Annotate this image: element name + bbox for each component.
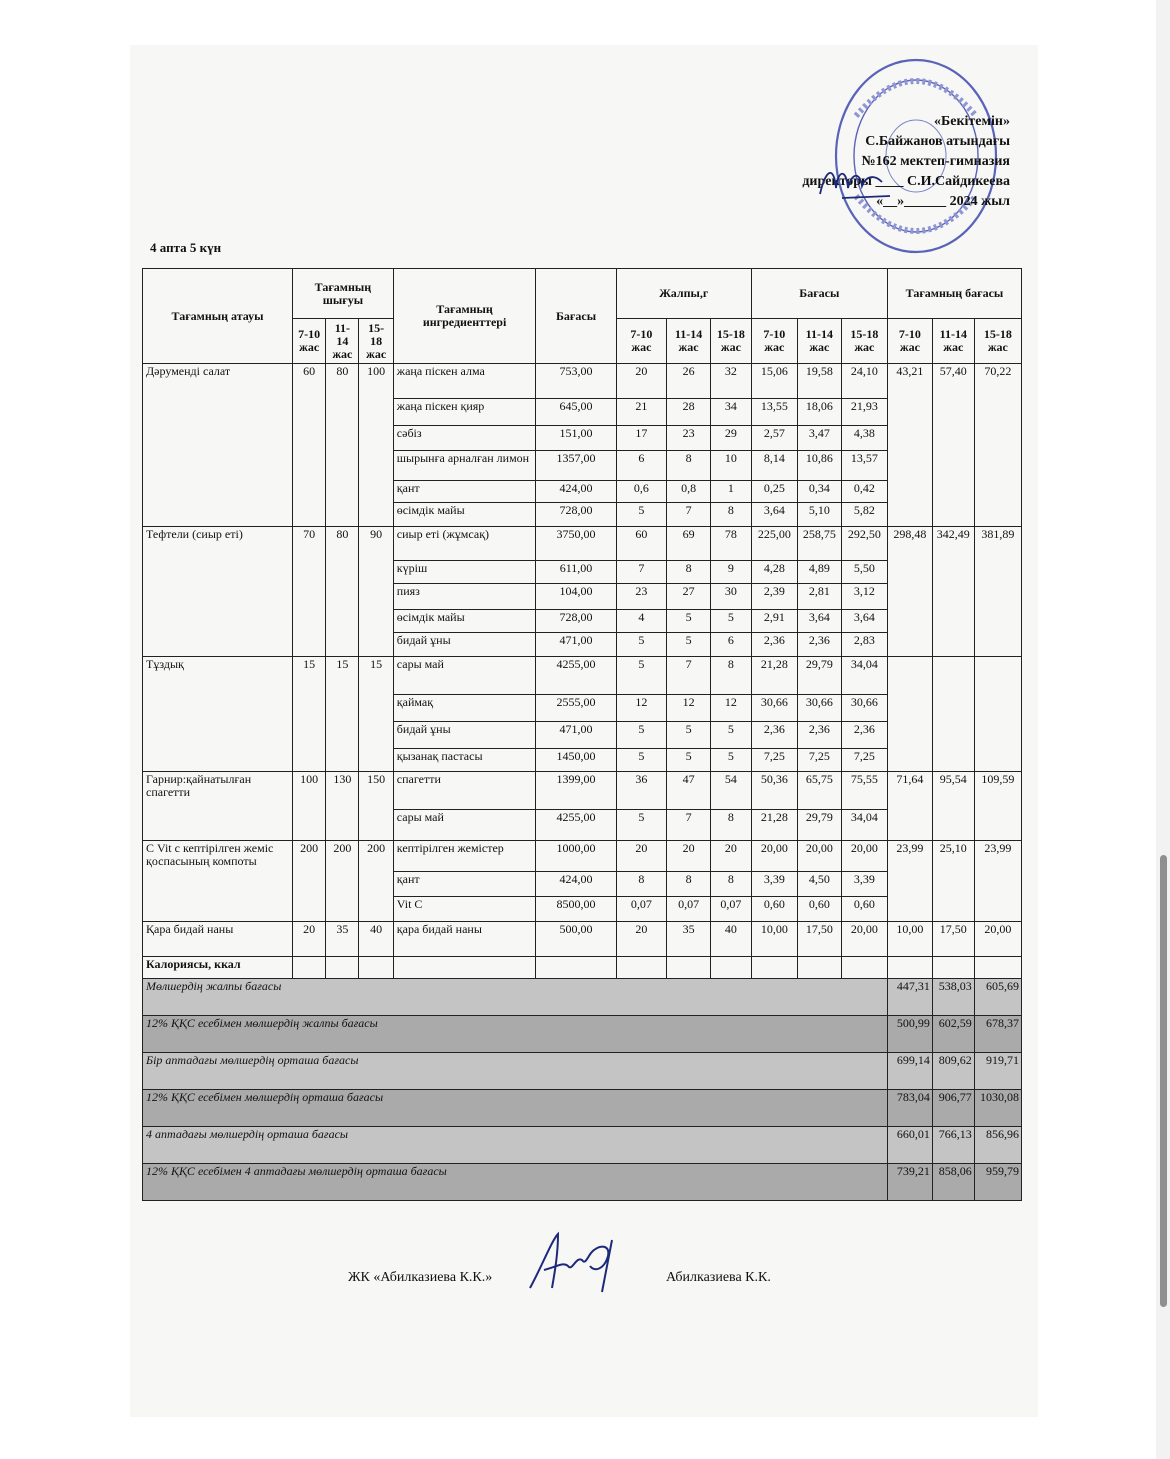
gross-weight: 5 <box>616 810 666 841</box>
ingredient-cost: 5,50 <box>841 561 887 584</box>
yield-value: 70 <box>293 527 326 657</box>
gross-weight: 5 <box>667 749 711 772</box>
gross-weight: 8 <box>711 810 752 841</box>
ingredient-name: жаңа піскен қияр <box>393 399 536 426</box>
ingredient-cost: 7,25 <box>841 749 887 772</box>
dish-price: 17,50 <box>932 922 974 957</box>
gross-weight: 0,6 <box>616 481 666 503</box>
ingredient-cost: 2,91 <box>751 610 797 633</box>
ingredient-cost: 7,25 <box>797 749 841 772</box>
ingredient-name: өсімдік майы <box>393 610 536 633</box>
header-yield: Тағамның шығуы <box>293 269 394 319</box>
summary-value: 447,31 <box>887 979 932 1016</box>
summary-value: 605,69 <box>974 979 1021 1016</box>
summary-row <box>143 979 1022 1016</box>
ingredient-cost: 3,47 <box>797 426 841 451</box>
gross-weight: 8 <box>667 561 711 584</box>
ingredient-name: күріш <box>393 561 536 584</box>
ingredient-cost: 17,50 <box>797 922 841 957</box>
ingredient-row <box>143 922 1022 957</box>
summary-row <box>143 1164 1022 1201</box>
ingredient-price: 104,00 <box>536 584 616 610</box>
gross-weight: 23 <box>616 584 666 610</box>
header-age-7-10: 7-10 жас <box>887 319 932 364</box>
yield-value: 15 <box>293 657 326 772</box>
ingredient-cost: 2,39 <box>751 584 797 610</box>
gross-weight: 9 <box>711 561 752 584</box>
approval-line-2: №162 мектеп-гимназия <box>861 154 1010 169</box>
gross-weight: 12 <box>616 695 666 722</box>
gross-weight: 32 <box>711 364 752 399</box>
approval-title: «Бекітемін» <box>933 114 1010 129</box>
ingredient-cost: 3,64 <box>841 610 887 633</box>
summary-label: 12% ҚҚС есебімен мөлшердің орташа бағасы <box>143 1090 888 1127</box>
ingredient-row <box>143 364 1022 399</box>
ingredient-price: 471,00 <box>536 633 616 657</box>
footer-signatory: Абилказиева К.К. <box>666 1270 771 1285</box>
gross-weight: 20 <box>616 841 666 872</box>
calories-row <box>143 957 1022 979</box>
yield-value: 200 <box>293 841 326 922</box>
dish-name: Тұздық <box>143 657 293 772</box>
ingredient-cost: 4,38 <box>841 426 887 451</box>
header-dish-name: Тағамның атауы <box>143 269 293 364</box>
scrollbar-thumb[interactable] <box>1160 855 1167 1307</box>
ingredient-price: 1357,00 <box>536 451 616 481</box>
ingredient-cost: 10,86 <box>797 451 841 481</box>
ingredient-cost: 30,66 <box>797 695 841 722</box>
ingredient-price: 3750,00 <box>536 527 616 561</box>
summary-label: Бір аптадағы мөлшердің орташа бағасы <box>143 1053 888 1090</box>
ingredient-name: жаңа піскен алма <box>393 364 536 399</box>
gross-weight: 5 <box>616 633 666 657</box>
ingredient-cost: 30,66 <box>751 695 797 722</box>
ingredient-row <box>143 841 1022 872</box>
ingredient-cost: 18,06 <box>797 399 841 426</box>
ingredient-cost: 292,50 <box>841 527 887 561</box>
yield-value: 15 <box>359 657 393 772</box>
ingredient-row <box>143 772 1022 810</box>
yield-value: 150 <box>359 772 393 841</box>
dish-price: 25,10 <box>932 841 974 922</box>
ingredient-cost: 21,93 <box>841 399 887 426</box>
gross-weight: 17 <box>616 426 666 451</box>
ingredient-name: Vit C <box>393 897 536 922</box>
ingredient-name: пияз <box>393 584 536 610</box>
header-cost: Бағасы <box>751 269 887 319</box>
ingredient-row <box>143 657 1022 695</box>
gross-weight: 20 <box>711 841 752 872</box>
summary-label: Мөлшердің жалпы бағасы <box>143 979 888 1016</box>
header-age-7-10: 7-10 жас <box>616 319 666 364</box>
header-age-7-10: 7-10 жас <box>751 319 797 364</box>
ingredient-price: 2555,00 <box>536 695 616 722</box>
header-ingredients: Тағамның ингредиенттері <box>393 269 536 364</box>
ingredient-cost: 258,75 <box>797 527 841 561</box>
gross-weight: 7 <box>667 657 711 695</box>
dish-name: Тефтели (сиыр еті) <box>143 527 293 657</box>
ingredient-name: спагетти <box>393 772 536 810</box>
summary-row <box>143 1053 1022 1090</box>
dish-price <box>887 657 932 772</box>
yield-value: 90 <box>359 527 393 657</box>
gross-weight: 54 <box>711 772 752 810</box>
gross-weight: 8 <box>711 872 752 897</box>
yield-value: 80 <box>326 364 359 527</box>
ingredient-name: кептірілген жемістер <box>393 841 536 872</box>
ingredient-cost: 4,50 <box>797 872 841 897</box>
dish-price: 71,64 <box>887 772 932 841</box>
ingredient-cost: 2,81 <box>797 584 841 610</box>
ingredient-name: сәбіз <box>393 426 536 451</box>
ingredient-cost: 2,36 <box>751 633 797 657</box>
ingredient-price: 1399,00 <box>536 772 616 810</box>
summary-value: 858,06 <box>932 1164 974 1201</box>
gross-weight: 21 <box>616 399 666 426</box>
dish-name: Дәруменді салат <box>143 364 293 527</box>
scrollbar-track[interactable] <box>1156 0 1170 1459</box>
ingredient-cost: 2,36 <box>797 633 841 657</box>
summary-value: 783,04 <box>887 1090 932 1127</box>
header-age-11-14: 11-14 жас <box>797 319 841 364</box>
gross-weight: 5 <box>616 722 666 749</box>
ingredient-name: сиыр еті (жұмсақ) <box>393 527 536 561</box>
ingredient-cost: 13,55 <box>751 399 797 426</box>
ingredient-cost: 2,57 <box>751 426 797 451</box>
dish-price: 43,21 <box>887 364 932 527</box>
ingredient-name: қант <box>393 481 536 503</box>
ingredient-cost: 0,60 <box>841 897 887 922</box>
gross-weight: 20 <box>616 922 666 957</box>
ingredient-cost: 0,60 <box>797 897 841 922</box>
yield-value: 40 <box>359 922 393 957</box>
yield-value: 60 <box>293 364 326 527</box>
ingredient-cost: 3,64 <box>751 503 797 527</box>
gross-weight: 10 <box>711 451 752 481</box>
ingredient-price: 8500,00 <box>536 897 616 922</box>
ingredient-price: 1450,00 <box>536 749 616 772</box>
ingredient-price: 753,00 <box>536 364 616 399</box>
ingredient-price: 424,00 <box>536 872 616 897</box>
summary-row <box>143 1016 1022 1053</box>
ingredient-cost: 5,82 <box>841 503 887 527</box>
entrepreneur-signature-icon <box>524 1226 634 1298</box>
dish-price <box>932 657 974 772</box>
ingredient-name: қара бидай наны <box>393 922 536 957</box>
gross-weight: 6 <box>616 451 666 481</box>
ingredient-name: бидай ұны <box>393 722 536 749</box>
gross-weight: 8 <box>711 657 752 695</box>
ingredient-cost: 2,36 <box>841 722 887 749</box>
gross-weight: 5 <box>616 657 666 695</box>
summary-value: 856,96 <box>974 1127 1021 1164</box>
summary-value: 699,14 <box>887 1053 932 1090</box>
gross-weight: 5 <box>616 749 666 772</box>
ingredient-cost: 50,36 <box>751 772 797 810</box>
dish-price: 109,59 <box>974 772 1021 841</box>
ingredient-cost: 75,55 <box>841 772 887 810</box>
summary-row <box>143 1127 1022 1164</box>
yield-value: 200 <box>326 841 359 922</box>
approval-line-1: С.Байжанов атындағы <box>865 134 1010 149</box>
ingredient-cost: 13,57 <box>841 451 887 481</box>
ingredient-name: бидай ұны <box>393 633 536 657</box>
summary-value: 602,59 <box>932 1016 974 1053</box>
ingredient-cost: 15,06 <box>751 364 797 399</box>
gross-weight: 34 <box>711 399 752 426</box>
ingredient-cost: 0,25 <box>751 481 797 503</box>
ingredient-price: 4255,00 <box>536 657 616 695</box>
calories-label: Калориясы, ккал <box>143 957 293 979</box>
ingredient-price: 645,00 <box>536 399 616 426</box>
ingredient-cost: 20,00 <box>751 841 797 872</box>
gross-weight: 29 <box>711 426 752 451</box>
dish-price: 381,89 <box>974 527 1021 657</box>
ingredient-price: 424,00 <box>536 481 616 503</box>
summary-value: 538,03 <box>932 979 974 1016</box>
dish-price: 95,54 <box>932 772 974 841</box>
gross-weight: 8 <box>667 451 711 481</box>
footer-company: ЖК «Абилказиева К.К.» <box>348 1270 493 1285</box>
summary-label: 12% ҚҚС есебімен 4 аптадағы мөлшердің орташа бағасы <box>143 1164 888 1201</box>
menu-table-body <box>143 364 1022 957</box>
yield-value: 20 <box>293 922 326 957</box>
ingredient-name: өсімдік майы <box>393 503 536 527</box>
gross-weight: 8 <box>616 872 666 897</box>
gross-weight: 4 <box>616 610 666 633</box>
ingredient-cost: 4,28 <box>751 561 797 584</box>
gross-weight: 5 <box>711 722 752 749</box>
header-age-15-18: 15-18 жас <box>974 319 1021 364</box>
ingredient-price: 151,00 <box>536 426 616 451</box>
gross-weight: 28 <box>667 399 711 426</box>
ingredient-cost: 21,28 <box>751 810 797 841</box>
ingredient-price: 4255,00 <box>536 810 616 841</box>
ingredient-cost: 2,36 <box>751 722 797 749</box>
ingredient-name: қант <box>393 872 536 897</box>
summary-table-body <box>143 957 1022 1201</box>
gross-weight: 20 <box>616 364 666 399</box>
header-price: Бағасы <box>536 269 616 364</box>
ingredient-name: шырынға арналған лимон <box>393 451 536 481</box>
ingredient-name: қаймақ <box>393 695 536 722</box>
header-gross: Жалпы,г <box>616 269 751 319</box>
ingredient-cost: 65,75 <box>797 772 841 810</box>
gross-weight: 35 <box>667 922 711 957</box>
gross-weight: 26 <box>667 364 711 399</box>
director-signature-icon <box>812 158 902 206</box>
yield-value: 15 <box>326 657 359 772</box>
summary-value: 919,71 <box>974 1053 1021 1090</box>
summary-value: 739,21 <box>887 1164 932 1201</box>
yield-value: 35 <box>326 922 359 957</box>
ingredient-price: 728,00 <box>536 610 616 633</box>
ingredient-name: сары май <box>393 810 536 841</box>
ingredient-cost: 29,79 <box>797 657 841 695</box>
dish-price <box>974 657 1021 772</box>
gross-weight: 0,07 <box>616 897 666 922</box>
ingredient-cost: 24,10 <box>841 364 887 399</box>
yield-value: 100 <box>359 364 393 527</box>
summary-label: 12% ҚҚС есебімен мөлшердің жалпы бағасы <box>143 1016 888 1053</box>
gross-weight: 5 <box>616 503 666 527</box>
ingredient-name: сары май <box>393 657 536 695</box>
summary-value: 678,37 <box>974 1016 1021 1053</box>
summary-row <box>143 1090 1022 1127</box>
header-age-11-14: 11-14 жас <box>667 319 711 364</box>
ingredient-cost: 3,64 <box>797 610 841 633</box>
gross-weight: 69 <box>667 527 711 561</box>
dish-price: 23,99 <box>887 841 932 922</box>
ingredient-cost: 3,39 <box>841 872 887 897</box>
yield-value: 130 <box>326 772 359 841</box>
summary-value: 766,13 <box>932 1127 974 1164</box>
ingredient-price: 728,00 <box>536 503 616 527</box>
ingredient-cost: 10,00 <box>751 922 797 957</box>
ingredient-cost: 20,00 <box>841 841 887 872</box>
gross-weight: 12 <box>711 695 752 722</box>
ingredient-cost: 7,25 <box>751 749 797 772</box>
ingredient-price: 471,00 <box>536 722 616 749</box>
header-age-7-10: 7-10 жас <box>293 319 326 364</box>
summary-value: 906,77 <box>932 1090 974 1127</box>
dish-name: Қара бидай наны <box>143 922 293 957</box>
gross-weight: 7 <box>616 561 666 584</box>
gross-weight: 0,07 <box>667 897 711 922</box>
ingredient-cost: 19,58 <box>797 364 841 399</box>
gross-weight: 5 <box>667 633 711 657</box>
ingredient-row <box>143 527 1022 561</box>
ingredient-name: қызанақ пастасы <box>393 749 536 772</box>
gross-weight: 20 <box>667 841 711 872</box>
gross-weight: 47 <box>667 772 711 810</box>
yield-value: 80 <box>326 527 359 657</box>
dish-price: 70,22 <box>974 364 1021 527</box>
gross-weight: 27 <box>667 584 711 610</box>
gross-weight: 1 <box>711 481 752 503</box>
dish-price: 20,00 <box>974 922 1021 957</box>
ingredient-cost: 34,04 <box>841 657 887 695</box>
menu-table <box>142 268 1022 1201</box>
summary-value: 809,62 <box>932 1053 974 1090</box>
gross-weight: 30 <box>711 584 752 610</box>
gross-weight: 36 <box>616 772 666 810</box>
gross-weight: 23 <box>667 426 711 451</box>
gross-weight: 8 <box>667 872 711 897</box>
gross-weight: 12 <box>667 695 711 722</box>
ingredient-cost: 34,04 <box>841 810 887 841</box>
ingredient-cost: 20,00 <box>797 841 841 872</box>
summary-value: 660,01 <box>887 1127 932 1164</box>
dish-price: 342,49 <box>932 527 974 657</box>
gross-weight: 60 <box>616 527 666 561</box>
ingredient-price: 611,00 <box>536 561 616 584</box>
gross-weight: 6 <box>711 633 752 657</box>
ingredient-cost: 5,10 <box>797 503 841 527</box>
header-age-15-18: 15-18 жас <box>711 319 752 364</box>
ingredient-cost: 0,34 <box>797 481 841 503</box>
gross-weight: 5 <box>667 610 711 633</box>
ingredient-cost: 4,89 <box>797 561 841 584</box>
ingredient-cost: 225,00 <box>751 527 797 561</box>
yield-value: 100 <box>293 772 326 841</box>
ingredient-cost: 0,42 <box>841 481 887 503</box>
dish-price: 10,00 <box>887 922 932 957</box>
gross-weight: 7 <box>667 503 711 527</box>
summary-value: 959,79 <box>974 1164 1021 1201</box>
gross-weight: 5 <box>667 722 711 749</box>
ingredient-price: 1000,00 <box>536 841 616 872</box>
ingredient-cost: 30,66 <box>841 695 887 722</box>
ingredient-cost: 0,60 <box>751 897 797 922</box>
header-age-15-18: 15-18 жас <box>359 319 393 364</box>
gross-weight: 0,07 <box>711 897 752 922</box>
header-dish-price: Тағамның бағасы <box>887 269 1021 319</box>
gross-weight: 40 <box>711 922 752 957</box>
dish-price: 23,99 <box>974 841 1021 922</box>
ingredient-cost: 3,39 <box>751 872 797 897</box>
ingredient-cost: 2,36 <box>797 722 841 749</box>
gross-weight: 5 <box>711 749 752 772</box>
ingredient-cost: 3,12 <box>841 584 887 610</box>
summary-value: 1030,08 <box>974 1090 1021 1127</box>
gross-weight: 8 <box>711 503 752 527</box>
gross-weight: 78 <box>711 527 752 561</box>
dish-price: 298,48 <box>887 527 932 657</box>
header-age-15-18: 15-18 жас <box>841 319 887 364</box>
gross-weight: 0,8 <box>667 481 711 503</box>
week-day-label: 4 апта 5 күн <box>150 240 222 255</box>
ingredient-cost: 29,79 <box>797 810 841 841</box>
gross-weight: 5 <box>711 610 752 633</box>
header-age-11-14: 11-14 жас <box>326 319 359 364</box>
ingredient-cost: 2,83 <box>841 633 887 657</box>
summary-value: 500,99 <box>887 1016 932 1053</box>
dish-name: С Vit с кептірілген жеміс қоспасының компоты <box>143 841 293 922</box>
approval-line-3: директоры ____ С.И.Сайдикеева <box>802 174 1010 189</box>
dish-name: Гарнир:қайнатылған спагетти <box>143 772 293 841</box>
approval-line-4: «__»______ 2024 жыл <box>876 194 1010 209</box>
yield-value: 200 <box>359 841 393 922</box>
header-age-11-14: 11-14 жас <box>932 319 974 364</box>
dish-price: 57,40 <box>932 364 974 527</box>
ingredient-cost: 8,14 <box>751 451 797 481</box>
ingredient-price: 500,00 <box>536 922 616 957</box>
ingredient-cost: 20,00 <box>841 922 887 957</box>
summary-label: 4 аптадағы мөлшердің орташа бағасы <box>143 1127 888 1164</box>
gross-weight: 7 <box>667 810 711 841</box>
ingredient-cost: 21,28 <box>751 657 797 695</box>
